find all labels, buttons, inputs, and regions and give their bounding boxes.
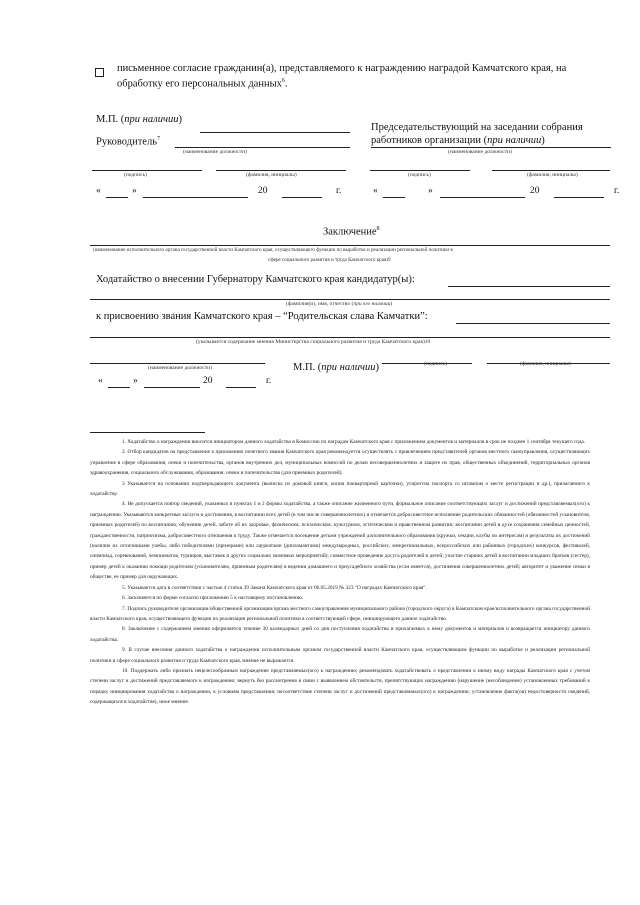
consent-text: обработку его персональных данных — [117, 78, 282, 90]
caption-position-left: (наименование должности) — [183, 149, 247, 155]
footnote-ref-6: 6 — [281, 78, 285, 84]
chair-name-line — [492, 170, 610, 171]
consent-end: . — [284, 78, 288, 90]
date-month-line-right — [440, 197, 525, 198]
head-position-line — [175, 147, 350, 148]
candidate-line-a — [448, 286, 610, 287]
caption-signature-conclusion: (подпись) — [424, 361, 447, 367]
footnotes — [90, 437, 590, 708]
chair-label-line2: работников организации (при наличии) — [371, 135, 545, 146]
date-year-line-right — [554, 197, 604, 198]
date-year-prefix-conclusion: 20 — [203, 376, 213, 386]
caption-opinion: (указывается содержание мнения Министерства социального развития и труда Камчатского края)10 — [196, 339, 431, 345]
caption-name-conclusion: (фамилия, инициалы) — [520, 361, 571, 367]
date-month-line-left — [143, 197, 248, 198]
consent-text-line2 — [117, 78, 288, 90]
date-close-quote-conclusion: » — [133, 376, 138, 386]
conclusion-position-line — [90, 363, 265, 364]
opinion-line-b — [90, 337, 610, 338]
date-year-suffix-conclusion: г. — [266, 376, 272, 386]
caption-position-conclusion: (наименование должности) — [148, 365, 212, 371]
footnote-9: 9. В случае внесения данного ходатайства о награждении исполнительным органом государственной власти Камчатского края, осуществляющим функции по выработке и реализации региональной политики в сфере социального развития и труда Камчатского края, мнение не выражается. — [90, 647, 590, 664]
footnote-2: 2. Отбор кандидатов на представление к присвоению почетного звания Камчатского края рекомендуется осуществлять с привлечением представителей органов местного самоуправления, осуществляющих управление в сфере образования, опеки и попечительства, органов внутренних дел, муниципальных комиссий по делам несовершеннолетних и защите их прав, общественных объединений, территориальных органов здравоохранения, социального обслуживания, образования, опеки и попечительства (для приемных родителей). — [90, 449, 590, 477]
caption-organ-1: (наименование исполнительного органа государственной власти Камчатского края, осуществляющего функции по выработке и реализации региональной политики в — [93, 247, 453, 253]
date-day-line-left — [106, 197, 128, 198]
footnote-7: 7. Подпись руководителя организации/общественной организации/органа местного самоуправления муниципального района (городского округа) в Камчатском крае/исполнительного органа государственной власти Камчатского края, осуществляющего функции по реализации региональной политики в соответствующей сфере, инициирующего данное ходатайство. — [90, 605, 590, 622]
date-close-quote-left: » — [132, 186, 137, 196]
caption-name-left: (фамилия, инициалы) — [246, 172, 297, 178]
footnote-separator — [90, 432, 205, 433]
caption-signature-right: (подпись) — [408, 172, 431, 178]
caption-fio: (фамилия(и), имя, отчество (при его наличии) — [286, 301, 393, 307]
date-year-prefix-left: 20 — [258, 186, 268, 196]
conclusion-title: Заключение$^8$ — [323, 226, 380, 238]
caption-organ-2: сфере социального развития и труда Камчатского края)9 — [268, 257, 391, 263]
date-year-suffix-right: г. — [614, 186, 620, 196]
date-year-line-left — [282, 197, 322, 198]
head-label: Руководитель$^7$ — [96, 136, 160, 148]
date-year-prefix-right: 20 — [530, 186, 540, 196]
date-year-line-conclusion — [226, 387, 256, 388]
date-day-line-right — [383, 197, 405, 198]
opinion-line-a — [456, 323, 610, 324]
date-open-quote-left: « — [96, 186, 101, 196]
date-open-quote-right: « — [373, 186, 378, 196]
footnote-3: 3 Указывается на основании подтверждающего документа (выписка из домовой книги, копия поквартирной карточки), усиротсна паспорта со штампом о месте регистрации и др.), прилагаемого к ходатайству. — [90, 480, 590, 498]
head-name-line — [216, 170, 346, 171]
footnote-ref-8: 8 — [376, 226, 380, 232]
footnote-4: 4. Не допускается повтор сведений, указанных в пунктах 1 и 2 формы ходатайства, а также описание жизненного пути, формальное описание соответствующих заслуг и достижений представляемых(ого) к награждению. Указываются конкретные заслуги и достижения, в воспитании всех детей (в том числе совершеннолетних) и отмечается добросовестное исполнение родительских обязанностей (обязанностей усыновителя, приемных родителей) по воспитанию, обучению детей, заботе об их здоровье, физическом, психическом, культурном, эстетическом и нравственном развитии; воспитании детей в духе сохранения семейных ценностей, гражданственности, патриотизма, добросовестного отношения к труду. Также отмечается посещение детьми учреждений дополнительного образования (кружки, секции, клубы по интересам) и результаты их достижений (наличие их отличниками учебы, либо победителями (призерами) или лауреатами (дипломантами) международных, российских, межрегиональных, всероссийских или районных (городских) конкурсов, фестивалей, олимпиад, соревнований, чемпионатов, турниров, выставок и других социально значимых мероприятий); совместное проведение досуга родителей и детей; участие старших детей в воспитании младших братьев (сестер), пример детей к оказанию помощи родителям (усыновителям, приемным родителям) в ведении домашнего и приусадебного хозяйства (если имеется), достижения совершеннолетних детей; авторитет и уважение семьи в обществе, ее пример для окружающих. — [90, 501, 590, 581]
award-label: к присвоению звания Камчатского края – “Родительская слава Камчатки”: — [96, 311, 428, 322]
head-position-line-a — [200, 132, 350, 133]
date-open-quote-conclusion: « — [98, 376, 103, 386]
chair-signature-line — [370, 170, 470, 171]
mp-stamp-left: М.П. (при наличии) — [96, 114, 182, 125]
footnote-6: 6. Заполняется по форме согласно приложению 5 к настоящему постановлению. — [122, 595, 304, 602]
footnote-1: 1. Ходатайство о награждении вносится инициатором данного ходатайства в Комиссию по наградам Камчатского края с приложением документов и материалов в срок не позднее 1 сентября текущего года. — [122, 439, 586, 445]
date-day-line-conclusion — [108, 387, 130, 388]
footnote-10: 10. Поддержать либо признать нецелесообразным награждение представляемых(ого) к награждению; рекомендовать ходатайствовать о представлении к иному виду награды Камчатского края с учетом степени заслуг и достижений представляемого к награждению; вернуть без рассмотрения в связи с выявлением обстоятельств, препятствующих награждению (нарушение (несоблюдение) установленных требований к порядку инициирования ходатайства о награждении, к условиям представления; несоответствие степени заслуг и достижений представляемых(ого) к награждению; установление факта(ов) недостоверности сведений, содержащихся в ходатайстве), иное мнение. — [90, 667, 590, 706]
date-close-quote-right: » — [428, 186, 433, 196]
chair-position-line — [371, 147, 611, 148]
chair-label-line1: Председательствующий на заседании собрания — [371, 122, 583, 133]
consent-checkbox[interactable] — [95, 68, 104, 77]
caption-name-right: (фамилия, инициалы) — [527, 172, 578, 178]
caption-signature-left: (подпись) — [124, 172, 147, 178]
mp-stamp-conclusion: М.П. (при наличии) — [293, 362, 379, 373]
organ-name-line — [90, 245, 610, 246]
consent-text-line1: письменное согласие гражданин(а), представляемого к награждению наградой Камчатского края, на — [117, 63, 567, 74]
caption-position-right: (наименование должности) — [448, 149, 512, 155]
footnote-8: 8. Заключение с содержанием мнения оформляется течение 30 календарных дней со дня поступления ходатайства и прилагаемых к нему документов и материалов и возвращается инициатору данного ходатайства. — [90, 626, 590, 643]
footnote-5: 5. Указывается дата в соответствии с частью 4 статьи 39 Закона Камчатского края от 06.05.2019 № 323 "О наградах Камчатского края". — [122, 584, 427, 591]
petition-label: Ходатайство о внесении Губернатору Камчатского края кандидатур(ы): — [96, 274, 415, 285]
candidate-line-b — [90, 299, 610, 300]
head-signature-line — [92, 170, 202, 171]
date-month-line-conclusion — [144, 387, 200, 388]
date-year-suffix-left: г. — [336, 186, 342, 196]
footnote-ref-7: 7 — [156, 136, 160, 142]
